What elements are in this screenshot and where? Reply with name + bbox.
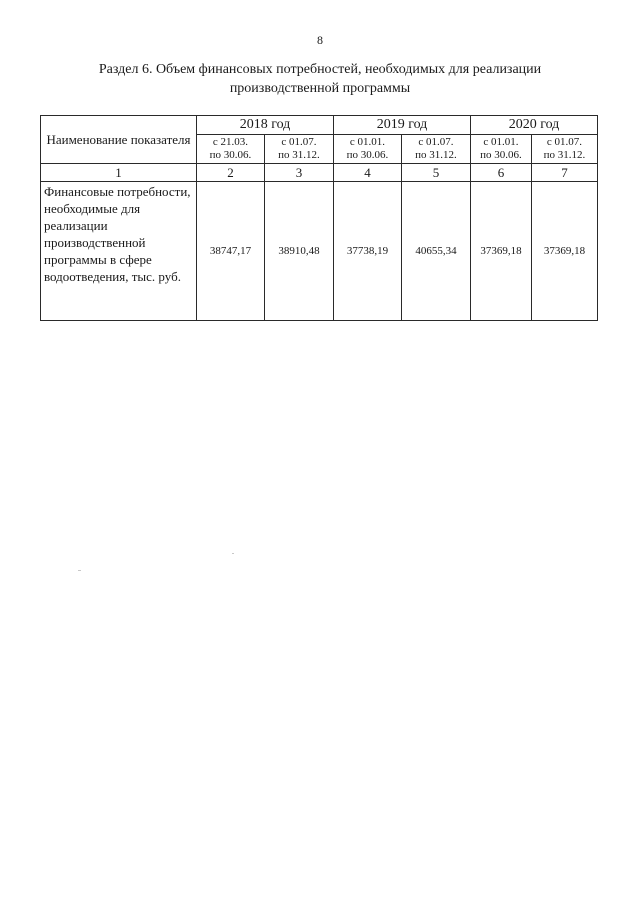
year-header-2018: 2018 год [197,116,334,135]
period-start: с 01.07. [546,136,583,148]
column-number: 3 [265,164,334,182]
period-end: по 30.06. [346,149,389,161]
period-start: с 21.03. [212,136,249,148]
period-header [197,135,265,164]
column-number: 5 [402,164,471,182]
period-end: по 30.06. [480,149,522,161]
section-title-line-1: Раздел 6. Объем финансовых потребностей, необходимых для реализации [98,62,542,77]
value-cell: 37738,19 [334,182,402,321]
period-start: с 01.07. [418,136,454,148]
period-end: по 31.12. [415,149,457,161]
period-end: по 31.12. [543,149,586,161]
column-number: 6 [471,164,532,182]
scan-speck [232,553,234,554]
financial-needs-table [40,115,598,321]
period-end: по 31.12. [278,149,320,161]
column-number: 4 [334,164,402,182]
scan-speck [78,570,81,571]
period-start: с 01.01. [349,136,386,148]
period-end: по 30.06. [209,149,252,161]
value-cell: 37369,18 [532,182,598,321]
period-header [471,135,532,164]
value-cell: 38747,17 [197,182,265,321]
section-title [40,60,600,98]
indicator-name: Финансовые потребности, необходимые для реализации производственной программы в сфере водоотведения, тыс. руб. [41,182,197,321]
period-header [402,135,471,164]
value-cell: 38910,48 [265,182,334,321]
column-number: 7 [532,164,598,182]
table-header-row-years [41,116,598,135]
table-row [41,182,598,321]
page-number: 8 [317,33,323,47]
period-start: с 01.01. [483,136,519,148]
period-header [265,135,334,164]
period-start: с 01.07. [281,136,317,148]
period-header [532,135,598,164]
column-number-row [41,164,598,182]
column-number: 2 [197,164,265,182]
section-title-line-2: производственной программы [229,81,411,96]
period-header [334,135,402,164]
year-header-2019: 2019 год [334,116,471,135]
value-cell: 37369,18 [471,182,532,321]
indicator-name-header: Наименование показателя [41,116,197,164]
column-number: 1 [41,164,197,182]
value-cell: 40655,34 [402,182,471,321]
year-header-2020: 2020 год [471,116,598,135]
